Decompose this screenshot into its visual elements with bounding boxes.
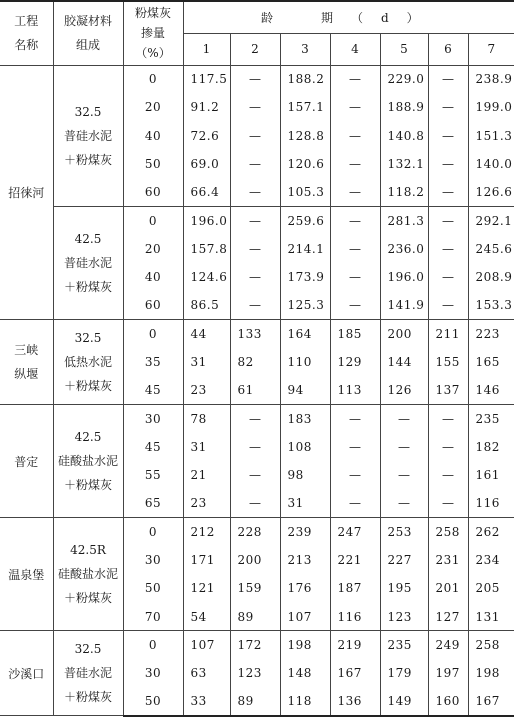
- heat-value: —: [380, 489, 428, 517]
- flyash-ratio: 60: [123, 178, 183, 206]
- heat-value: 213: [280, 546, 330, 574]
- heat-value: —: [230, 178, 280, 206]
- header-material-text: [54, 9, 123, 57]
- heat-value: 66.4: [183, 178, 230, 206]
- table-row: [0, 405, 514, 433]
- heat-value: 200: [380, 320, 428, 348]
- heat-value: 223: [468, 320, 514, 348]
- heat-value: 160: [428, 688, 468, 716]
- heat-value: 197: [428, 659, 468, 687]
- heat-value: 131: [468, 603, 514, 631]
- heat-value: 228: [230, 518, 280, 546]
- header-project-line: 名称: [14, 38, 39, 53]
- heat-value: 78: [183, 405, 230, 433]
- heat-value: 229.0: [380, 65, 428, 93]
- flyash-ratio: 50: [123, 150, 183, 178]
- heat-value: —: [428, 489, 468, 517]
- heat-value: 118.2: [380, 178, 428, 206]
- material-composition-line: ＋粉煤灰: [63, 379, 112, 394]
- heat-value: —: [428, 461, 468, 489]
- header-material: [53, 1, 123, 65]
- heat-value: 116: [468, 489, 514, 517]
- heat-value: 33: [183, 688, 230, 716]
- heat-value: 23: [183, 489, 230, 517]
- heat-value: 91.2: [183, 93, 230, 121]
- heat-value: 205: [468, 574, 514, 602]
- heat-value: —: [230, 122, 280, 150]
- material-composition: [53, 405, 123, 518]
- material-composition: [53, 65, 123, 206]
- table-row: [0, 65, 514, 93]
- flyash-ratio: 45: [123, 376, 183, 404]
- heat-value: 118: [280, 688, 330, 716]
- heat-value: —: [230, 206, 280, 234]
- material-composition-line: 42.5: [74, 232, 102, 247]
- header-age-2: 2: [230, 33, 280, 65]
- heat-value: 200: [230, 546, 280, 574]
- header-material-line: 胶凝材料: [63, 14, 112, 29]
- heat-value: 110: [280, 348, 330, 376]
- heat-value: —: [330, 235, 380, 263]
- header-age-5: 5: [380, 33, 428, 65]
- heat-value: 157.8: [183, 235, 230, 263]
- project-name-text: [0, 338, 53, 386]
- heat-value: 107: [280, 603, 330, 631]
- material-composition: [53, 631, 123, 716]
- heat-value: 126: [380, 376, 428, 404]
- heat-value: 82: [230, 348, 280, 376]
- material-composition-line: 32.5: [74, 331, 102, 346]
- material-composition-line: 32.5: [74, 104, 102, 119]
- heat-value: —: [330, 150, 380, 178]
- project-name-line: 三峡: [14, 343, 39, 358]
- heat-value: 235: [380, 631, 428, 659]
- heat-value: —: [428, 65, 468, 93]
- heat-value: 196.0: [380, 263, 428, 291]
- heat-value: 196.0: [183, 206, 230, 234]
- heat-value: 253: [380, 518, 428, 546]
- material-composition-line: ＋粉煤灰: [63, 280, 112, 295]
- heat-value: 185: [330, 320, 380, 348]
- flyash-ratio: 30: [123, 659, 183, 687]
- heat-value: 72.6: [183, 122, 230, 150]
- heat-value: 258: [468, 631, 514, 659]
- heat-value: 281.3: [380, 206, 428, 234]
- heat-value: —: [428, 405, 468, 433]
- material-composition-line: 硅酸盐水泥: [57, 567, 118, 582]
- heat-value: 98: [280, 461, 330, 489]
- heat-value: 149: [380, 688, 428, 716]
- header-ages-label: 龄 期（d）: [183, 1, 514, 33]
- header-age-4: 4: [330, 33, 380, 65]
- flyash-ratio: 70: [123, 603, 183, 631]
- material-composition-text: [54, 100, 123, 172]
- header-age-7: 7: [468, 33, 514, 65]
- material-composition-line: ＋粉煤灰: [63, 690, 112, 705]
- heat-value: 259.6: [280, 206, 330, 234]
- heat-value: 127: [428, 603, 468, 631]
- flyash-ratio: 40: [123, 122, 183, 150]
- heat-value: 153.3: [468, 291, 514, 319]
- material-composition: [53, 320, 123, 405]
- heat-value: 195: [380, 574, 428, 602]
- heat-value: 31: [183, 433, 230, 461]
- heat-value: —: [230, 489, 280, 517]
- heat-value: —: [428, 178, 468, 206]
- heat-value: 133: [230, 320, 280, 348]
- flyash-ratio: 0: [123, 320, 183, 348]
- heat-value: —: [330, 433, 380, 461]
- heat-value: —: [330, 263, 380, 291]
- material-composition-line: ＋粉煤灰: [63, 478, 112, 493]
- heat-value: 238.9: [468, 65, 514, 93]
- heat-value: 212: [183, 518, 230, 546]
- heat-value: 249: [428, 631, 468, 659]
- heat-value: 157.1: [280, 93, 330, 121]
- heat-value: 89: [230, 603, 280, 631]
- heat-value: —: [380, 461, 428, 489]
- heat-value: 239: [280, 518, 330, 546]
- heat-value: —: [330, 291, 380, 319]
- material-composition-text: [54, 425, 123, 497]
- heat-value: —: [428, 433, 468, 461]
- heat-value: 198: [280, 631, 330, 659]
- flyash-ratio: 50: [123, 688, 183, 716]
- heat-value: 113: [330, 376, 380, 404]
- flyash-ratio: 20: [123, 93, 183, 121]
- header-row-1: [0, 1, 514, 33]
- heat-value: —: [428, 291, 468, 319]
- heat-value: 128.8: [280, 122, 330, 150]
- heat-value: 198: [468, 659, 514, 687]
- header-flyash-text: [124, 3, 183, 63]
- heat-value: 132.1: [380, 150, 428, 178]
- project-name: 温泉堡: [0, 518, 53, 631]
- heat-value: 116: [330, 603, 380, 631]
- material-composition-text: [54, 538, 123, 610]
- header-age-3: 3: [280, 33, 330, 65]
- heat-value: —: [428, 235, 468, 263]
- header-project-line: 工程: [14, 14, 39, 29]
- flyash-ratio: 0: [123, 65, 183, 93]
- material-composition-text: [54, 637, 123, 709]
- heat-value: 31: [183, 348, 230, 376]
- heat-value: 164: [280, 320, 330, 348]
- material-composition-line: ＋粉煤灰: [63, 591, 112, 606]
- heat-value: 201: [428, 574, 468, 602]
- heat-value: 94: [280, 376, 330, 404]
- material-composition-line: 低热水泥: [63, 355, 112, 370]
- heat-value: 211: [428, 320, 468, 348]
- heat-value: 227: [380, 546, 428, 574]
- flyash-ratio: 40: [123, 263, 183, 291]
- heat-value: —: [330, 93, 380, 121]
- heat-value: 69.0: [183, 150, 230, 178]
- heat-value: 292.1: [468, 206, 514, 234]
- heat-value: 199.0: [468, 93, 514, 121]
- heat-value: 176: [280, 574, 330, 602]
- heat-value: 165: [468, 348, 514, 376]
- heat-value: —: [428, 122, 468, 150]
- heat-value: —: [428, 93, 468, 121]
- heat-value: 129: [330, 348, 380, 376]
- heat-value: 21: [183, 461, 230, 489]
- heat-value: 123: [380, 603, 428, 631]
- material-composition-line: 普硅水泥: [63, 666, 112, 681]
- heat-value: —: [330, 206, 380, 234]
- project-name: 普定: [0, 405, 53, 518]
- heat-value: —: [428, 150, 468, 178]
- heat-value: 258: [428, 518, 468, 546]
- heat-value: 124.6: [183, 263, 230, 291]
- heat-value: —: [330, 461, 380, 489]
- heat-value: 179: [380, 659, 428, 687]
- heat-value: 234: [468, 546, 514, 574]
- heat-value: 63: [183, 659, 230, 687]
- heat-value: 54: [183, 603, 230, 631]
- heat-value: —: [428, 206, 468, 234]
- heat-value: 140.0: [468, 150, 514, 178]
- heat-value: 125.3: [280, 291, 330, 319]
- table-row: [0, 206, 514, 234]
- material-composition-text: [54, 227, 123, 299]
- header-flyash-line: 掺量: [140, 26, 165, 41]
- heat-value: —: [230, 405, 280, 433]
- heat-value: —: [230, 65, 280, 93]
- heat-value: 151.3: [468, 122, 514, 150]
- header-flyash-line: 粉煤灰: [134, 6, 171, 21]
- heat-value: 187: [330, 574, 380, 602]
- flyash-ratio: 30: [123, 546, 183, 574]
- table-row: [0, 320, 514, 348]
- heat-value: 188.2: [280, 65, 330, 93]
- heat-value: 86.5: [183, 291, 230, 319]
- heat-value: 141.9: [380, 291, 428, 319]
- material-composition-line: ＋粉煤灰: [63, 152, 112, 167]
- heat-value: 262: [468, 518, 514, 546]
- heat-value: 183: [280, 405, 330, 433]
- heat-value: —: [330, 489, 380, 517]
- project-name: 沙溪口: [0, 631, 53, 716]
- heat-value: 167: [330, 659, 380, 687]
- material-composition-line: 42.5R: [70, 543, 106, 558]
- material-composition-text: [54, 326, 123, 398]
- heat-value: 108: [280, 433, 330, 461]
- table-row: [0, 518, 514, 546]
- heat-value: 136: [330, 688, 380, 716]
- material-composition-line: 42.5: [74, 430, 102, 445]
- heat-value: 167: [468, 688, 514, 716]
- flyash-ratio: 0: [123, 518, 183, 546]
- heat-value: 148: [280, 659, 330, 687]
- heat-value: 219: [330, 631, 380, 659]
- heat-value: —: [380, 405, 428, 433]
- heat-value: 107: [183, 631, 230, 659]
- heat-value: 121: [183, 574, 230, 602]
- heat-value: 221: [330, 546, 380, 574]
- flyash-ratio: 30: [123, 405, 183, 433]
- header-age-1: 1: [183, 33, 230, 65]
- heat-value: —: [428, 263, 468, 291]
- heat-value: 188.9: [380, 93, 428, 121]
- flyash-ratio: 0: [123, 631, 183, 659]
- heat-value: —: [230, 263, 280, 291]
- heat-value: —: [380, 433, 428, 461]
- heat-value: 171: [183, 546, 230, 574]
- heat-value: 161: [468, 461, 514, 489]
- heat-value: 23: [183, 376, 230, 404]
- table-row: [0, 631, 514, 659]
- heat-value: 144: [380, 348, 428, 376]
- heat-value: —: [230, 93, 280, 121]
- flyash-ratio: 65: [123, 489, 183, 517]
- header-flyash: [123, 1, 183, 65]
- material-composition-line: 普硅水泥: [63, 128, 112, 143]
- heat-value: 231: [428, 546, 468, 574]
- material-composition-line: 硅酸盐水泥: [57, 454, 118, 469]
- heat-value: 155: [428, 348, 468, 376]
- header-project: [0, 1, 53, 65]
- heat-value: 126.6: [468, 178, 514, 206]
- flyash-ratio: 0: [123, 206, 183, 234]
- heat-value: —: [330, 178, 380, 206]
- heat-value: 236.0: [380, 235, 428, 263]
- project-name: 招徕河: [0, 65, 53, 320]
- project-name-line: 纵堰: [14, 367, 39, 382]
- flyash-ratio: 55: [123, 461, 183, 489]
- heat-value: —: [230, 235, 280, 263]
- heat-value: 89: [230, 688, 280, 716]
- heat-value: 44: [183, 320, 230, 348]
- heat-value: —: [330, 65, 380, 93]
- material-composition: [53, 206, 123, 319]
- project-name: [0, 320, 53, 405]
- heat-value: 245.6: [468, 235, 514, 263]
- heat-value: 137: [428, 376, 468, 404]
- header-project-text: [0, 9, 53, 57]
- heat-value: —: [230, 291, 280, 319]
- heat-value: —: [230, 461, 280, 489]
- heat-value: 182: [468, 433, 514, 461]
- heat-value: 61: [230, 376, 280, 404]
- heat-value: 140.8: [380, 122, 428, 150]
- heat-value: —: [230, 433, 280, 461]
- material-composition: [53, 518, 123, 631]
- heat-value: 120.6: [280, 150, 330, 178]
- heat-value: —: [330, 122, 380, 150]
- heat-value: 172: [230, 631, 280, 659]
- heat-value: 235: [468, 405, 514, 433]
- material-composition-line: 32.5: [74, 642, 102, 657]
- heat-value: 146: [468, 376, 514, 404]
- header-flyash-line: （%）: [135, 46, 171, 61]
- heat-value: 105.3: [280, 178, 330, 206]
- flyash-ratio: 20: [123, 235, 183, 263]
- flyash-ratio: 50: [123, 574, 183, 602]
- flyash-ratio: 60: [123, 291, 183, 319]
- heat-value: 31: [280, 489, 330, 517]
- header-age-6: 6: [428, 33, 468, 65]
- heat-value: —: [230, 150, 280, 178]
- heat-value: —: [330, 405, 380, 433]
- heat-value: 208.9: [468, 263, 514, 291]
- heat-value: 159: [230, 574, 280, 602]
- heat-value: 117.5: [183, 65, 230, 93]
- material-composition-line: 普硅水泥: [63, 256, 112, 271]
- heat-value: 123: [230, 659, 280, 687]
- heat-value: 173.9: [280, 263, 330, 291]
- heat-value: 214.1: [280, 235, 330, 263]
- flyash-ratio: 45: [123, 433, 183, 461]
- header-material-line: 组成: [75, 38, 100, 53]
- heat-value: 247: [330, 518, 380, 546]
- flyash-ratio: 35: [123, 348, 183, 376]
